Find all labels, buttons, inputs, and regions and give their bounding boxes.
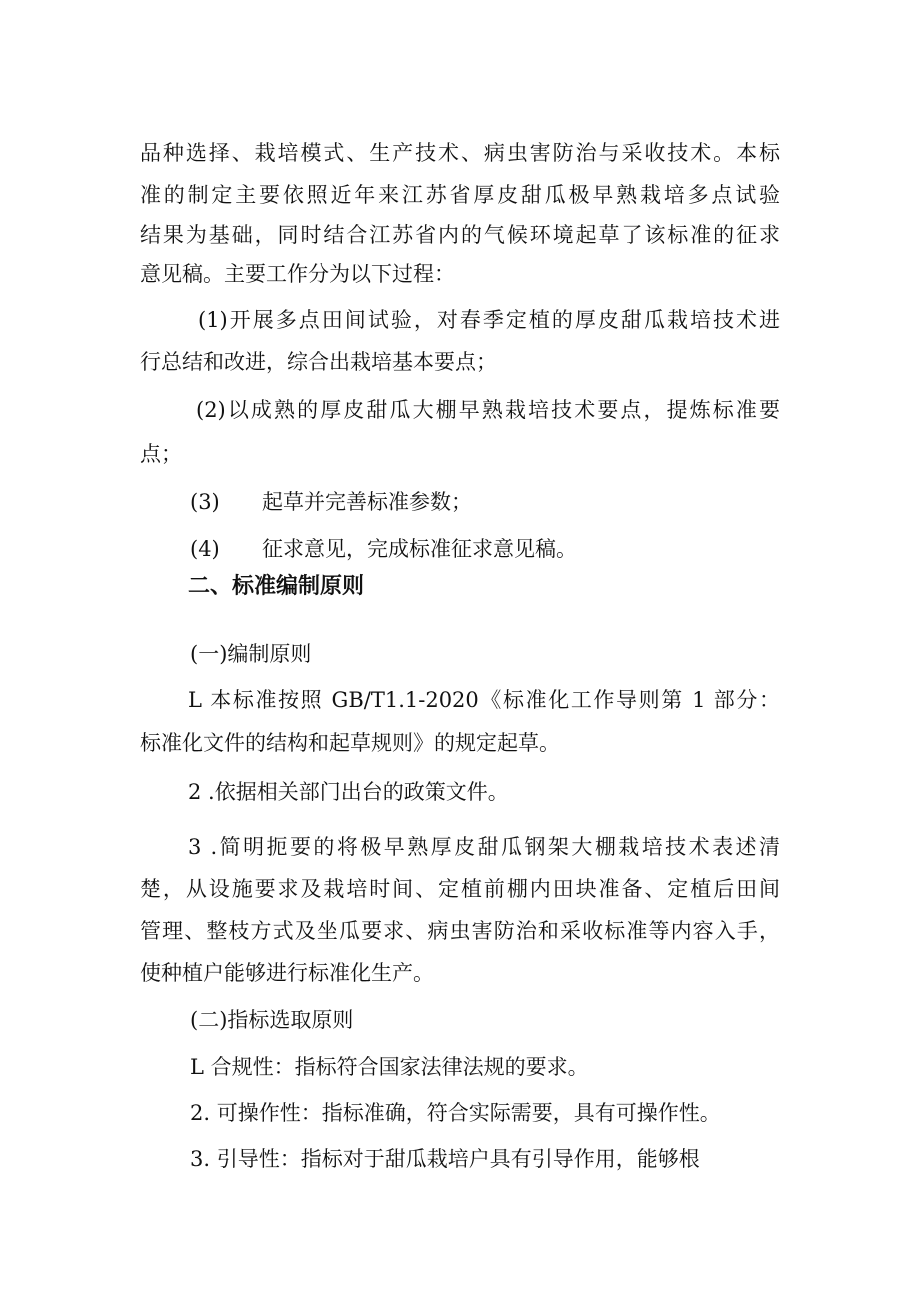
principle-1-line-2: 标准化文件的结构和起草规则》的规定起草。	[140, 731, 560, 755]
principle-3-line-2: 楚，从设施要求及栽培时间、定植前棚内田块准备、定植后田间	[140, 877, 780, 901]
process-item-number: (4)	[190, 537, 220, 561]
intro-line: 品种选择、栽培模式、生产技术、病虫害防治与采收技术。本标	[140, 141, 780, 165]
section-heading: 二、标准编制原则	[188, 574, 365, 599]
intro-line: 结果为基础，同时结合江苏省内的气候环境起草了该标准的征求	[140, 223, 780, 247]
intro-line: 意见稿。主要工作分为以下过程：	[140, 262, 455, 286]
process-item-1-line-1: (1)开展多点田间试验，对春季定植的厚皮甜瓜栽培技术进	[198, 308, 780, 332]
principle-1-line-1: L 本标准按照 GB/T1.1-2020《标准化工作导则第 1 部分：	[188, 688, 780, 712]
subsection-title-2: (二)指标选取原则	[190, 1008, 354, 1032]
process-item-4	[190, 534, 577, 564]
principle-2: 2 .依据相关部门出台的政策文件。	[188, 780, 509, 804]
indicator-item: 3. 引导性：指标对于甜瓜栽培户具有引导作用，能够根	[190, 1147, 700, 1171]
indicator-item: 2. 可操作性：指标准确，符合实际需要，具有可操作性。	[190, 1101, 721, 1125]
principle-3-line-4: 使种植户能够进行标准化生产。	[140, 961, 434, 985]
process-item-text: 起草并完善标准参数；	[262, 490, 472, 514]
indicator-item: L 合规性：指标符合国家法律法规的要求。	[190, 1055, 589, 1079]
principle-3-line-1: 3 .简明扼要的将极早熟厚皮甜瓜钢架大棚栽培技术表述清	[188, 835, 780, 859]
process-item-1-line-2: 行总结和改进，综合出栽培基本要点；	[140, 350, 497, 374]
process-item-number: (3)	[190, 490, 220, 514]
subsection-title-1: (一)编制原则	[190, 642, 312, 666]
intro-line: 准的制定主要依照近年来江苏省厚皮甜瓜极早熟栽培多点试验	[140, 183, 780, 207]
principle-3-line-3: 管理、整枝方式及坐瓜要求、病虫害防治和采收标准等内容入手，	[140, 919, 780, 943]
process-item-text: 征求意见，完成标准征求意见稿。	[262, 537, 577, 561]
process-item-3	[190, 487, 472, 517]
process-item-2-line-2: 点；	[140, 442, 182, 466]
process-item-2-line-1: (2)以成熟的厚皮甜瓜大棚早熟栽培技术要点，提炼标准要	[196, 398, 780, 422]
